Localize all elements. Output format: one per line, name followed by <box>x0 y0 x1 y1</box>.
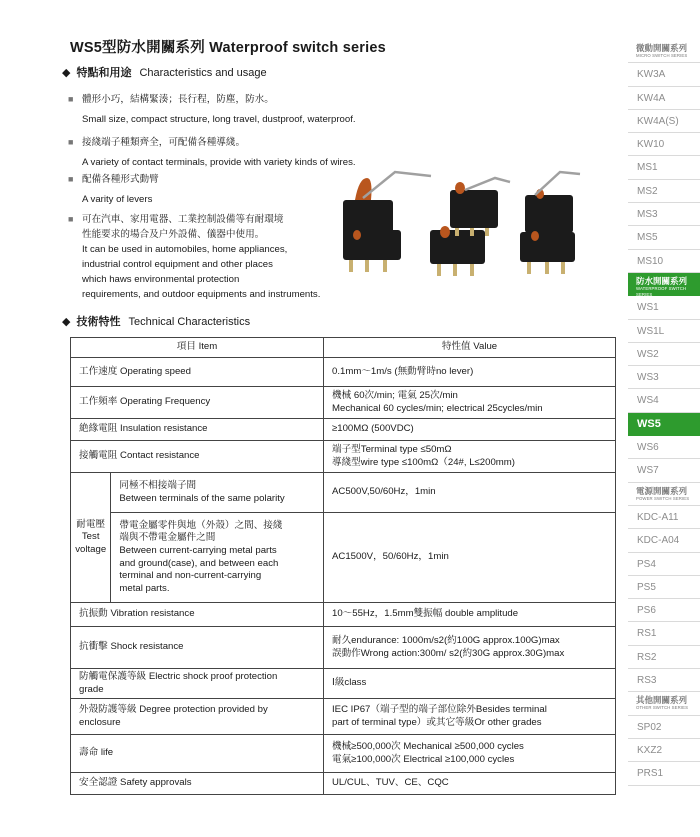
feature-line: It can be used in automobiles, home appliances, <box>82 244 288 255</box>
value-cell: 端子型Terminal type ≤50mΩ 導綫型wire type ≤100mΩ（24#, L≤200mm) <box>324 441 616 473</box>
value-cell: IEC IP67（端子型的端子部位除外Besides terminal part of terminal type）或其它等級Or other grades <box>324 699 616 735</box>
table-row <box>71 627 616 669</box>
sidebar-item-kw3a[interactable]: KW3A <box>628 63 700 86</box>
sidebar-item-ps5[interactable]: PS5 <box>628 576 700 599</box>
table-row <box>71 419 616 441</box>
sidebar-item-ws7[interactable]: WS7 <box>628 459 700 482</box>
feature-line: industrial control equipment and other places <box>82 259 273 270</box>
sidebar-category[interactable] <box>628 40 700 63</box>
feature-line: 體形小巧，結構緊湊；長行程，防塵，防水。 <box>82 94 274 105</box>
sidebar-item-ws6[interactable]: WS6 <box>628 436 700 459</box>
table-row <box>71 669 616 699</box>
section-title-en: Characteristics and usage <box>139 67 267 79</box>
feature-line: requirements, and outdoor equipments and instruments. <box>82 289 321 300</box>
item-cell: 絶緣電阻 Insulation resistance <box>71 419 324 441</box>
sidebar-category-title: 電源開關系列 <box>636 485 688 496</box>
product-photo <box>335 160 585 285</box>
sidebar-item-prs1[interactable]: PRS1 <box>628 762 700 785</box>
sidebar-item-ws5[interactable]: WS5 <box>628 413 700 436</box>
sidebar-category-title: 防水開關系列 <box>636 275 688 286</box>
sidebar-item-ws3[interactable]: WS3 <box>628 366 700 389</box>
table-row <box>71 387 616 419</box>
spec-table <box>70 337 616 795</box>
value-cell: AC500V,50/60Hz，1min <box>324 473 616 513</box>
header-item: 項目 Item <box>71 338 324 358</box>
item-cell: 接觸電阻 Contact resistance <box>71 441 324 473</box>
sidebar-item-ms2[interactable]: MS2 <box>628 180 700 203</box>
table-row <box>71 699 616 735</box>
sidebar-category-subtitle: WATERPROOF SWITCH SERIES <box>636 285 687 297</box>
table-row <box>71 358 616 387</box>
item-cell: 壽命 life <box>71 735 324 773</box>
section-title-cn: 技術特性 <box>76 316 121 328</box>
sidebar-item-ws2[interactable]: WS2 <box>628 343 700 366</box>
value-cell: 機械≥500,000次 Mechanical ≥500,000 cycles 電氣≥100,000次 Electrical ≥100,000 cycles <box>324 735 616 773</box>
value-cell: 耐久endurance: 1000m/s2(約100G approx.100G)max 誤動作Wrong action:300m/ s2(約30G approx.30G)max <box>324 627 616 669</box>
value-cell: 機械 60次/min; 電氣 25次/min Mechanical 60 cycles/min; electrical 25cycles/min <box>324 387 616 419</box>
item-cell: 工作速度 Operating speed <box>71 358 324 387</box>
table-row <box>71 735 616 773</box>
sidebar-item-rs1[interactable]: RS1 <box>628 622 700 645</box>
sidebar-item-ps6[interactable]: PS6 <box>628 599 700 622</box>
sidebar-item-ms1[interactable]: MS1 <box>628 156 700 179</box>
sidebar-category[interactable] <box>628 692 700 715</box>
sidebar-item-kw4a[interactable]: KW4A <box>628 87 700 110</box>
header-value: 特性值 Value <box>324 338 616 358</box>
sidebar-item-ms5[interactable]: MS5 <box>628 226 700 249</box>
sidebar-item-ws4[interactable]: WS4 <box>628 389 700 412</box>
item-cell: 帶電金屬零件與地（外殼）之間、接綫 端與不帶電金屬件之間 Between current-carrying metal parts and ground(case), and between each terminal and non-current-carrying metal parts. <box>111 513 324 603</box>
feature-line: Small size, compact structure, long travel, dustproof, waterproof. <box>82 114 356 125</box>
item-cell: 安全認證 Safety approvals <box>71 773 324 795</box>
table-row <box>71 513 616 603</box>
sidebar-item-kdc-a11[interactable]: KDC-A11 <box>628 506 700 529</box>
item-cell: 工作頻率 Operating Frequency <box>71 387 324 419</box>
feature-line: which haws environmental protection <box>82 274 240 285</box>
diamond-bullet-icon: ◆ <box>62 67 71 79</box>
sidebar-item-sp02[interactable]: SP02 <box>628 716 700 739</box>
section-title-en: Technical Characteristics <box>128 316 251 328</box>
table-row <box>71 441 616 473</box>
value-cell: AC1500V，50/60Hz，1min <box>324 513 616 603</box>
sidebar-item-kw4a-s[interactable]: KW4A(S) <box>628 110 700 133</box>
sidebar-item-ws1l[interactable]: WS1L <box>628 320 700 343</box>
item-cell: 同極不相接端子間 Between terminals of the same polarity <box>111 473 324 513</box>
section-technical <box>62 313 250 329</box>
sidebar-item-kdc-a04[interactable]: KDC-A04 <box>628 529 700 552</box>
sidebar-category-title: 其他開關系列 <box>636 695 688 706</box>
sidebar-item-ms10[interactable]: MS10 <box>628 250 700 273</box>
test-voltage-label: 耐電壓 Test voltage <box>71 473 111 603</box>
sidebar-item-ws1[interactable]: WS1 <box>628 296 700 319</box>
table-row <box>71 473 616 513</box>
feature-line: A varity of levers <box>82 194 153 205</box>
sidebar-category-subtitle: POWER SWITCH SERIES <box>636 495 690 501</box>
series-sidebar <box>628 40 700 786</box>
feature-line: 可在汽車、家用電器、工業控制設備等有耐環境 <box>82 214 284 225</box>
sidebar-category-subtitle: OTHER SWITCH SERIES <box>636 705 689 711</box>
section-characteristics <box>62 64 267 80</box>
table-row <box>71 603 616 627</box>
diamond-bullet-icon: ◆ <box>62 316 71 328</box>
sidebar-category-subtitle: MICRO SWITCH SERIES <box>636 53 688 58</box>
bullet-icon: ■ <box>68 137 74 147</box>
sidebar-category-title: 微動開關系列 <box>636 43 688 53</box>
sidebar-category[interactable] <box>628 273 700 296</box>
feature-line: 性能要求的場合及户外設備、儀器中使用。 <box>82 229 265 240</box>
bullet-icon: ■ <box>68 174 74 184</box>
value-cell: Ⅰ級class <box>324 669 616 699</box>
sidebar-item-ps4[interactable]: PS4 <box>628 553 700 576</box>
table-row <box>71 338 616 358</box>
feature-line: 接綫端子種類齊全，可配備各種導綫。 <box>82 137 246 148</box>
value-cell: UL/CUL、TUV、CE、CQC <box>324 773 616 795</box>
value-cell: ≥100MΩ (500VDC) <box>324 419 616 441</box>
item-cell: 抗振動 Vibration resistance <box>71 603 324 627</box>
item-cell: 抗衝擊 Shock resistance <box>71 627 324 669</box>
sidebar-item-rs3[interactable]: RS3 <box>628 669 700 692</box>
sidebar-category[interactable] <box>628 483 700 506</box>
table-row <box>71 773 616 795</box>
bullet-icon: ■ <box>68 94 74 104</box>
feature-line: A variety of contact terminals, provide with variety kinds of wires. <box>82 157 356 168</box>
value-cell: 10～55Hz，1.5mm雙振幅 double amplitude <box>324 603 616 627</box>
value-cell: 0.1mm～1m/s (無動臂時no lever) <box>324 358 616 387</box>
sidebar-item-rs2[interactable]: RS2 <box>628 646 700 669</box>
section-title-cn: 特點和用途 <box>76 67 132 79</box>
item-cell: 防觸電保護等級 Electric shock proof protection grade <box>71 669 324 699</box>
feature-line: 配備各種形式動臂 <box>82 174 159 185</box>
item-cell: 外殼防護等級 Degree protection provided by enclosure <box>71 699 324 735</box>
sidebar-item-kw10[interactable]: KW10 <box>628 133 700 156</box>
bullet-icon: ■ <box>68 214 74 224</box>
sidebar-item-kxz2[interactable]: KXZ2 <box>628 739 700 762</box>
page-title: WS5型防水開關系列 Waterproof switch series <box>70 40 386 56</box>
sidebar-item-ms3[interactable]: MS3 <box>628 203 700 226</box>
